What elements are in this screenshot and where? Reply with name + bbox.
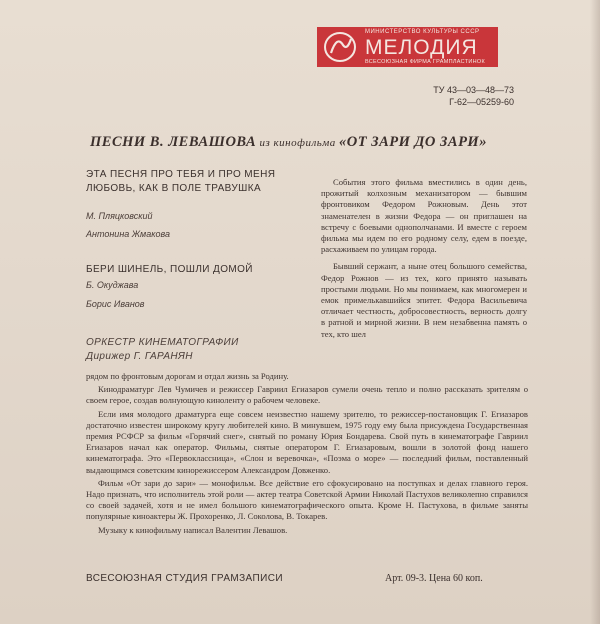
- headline-main: ПЕСНИ В. ЛЕВАШОВА: [90, 134, 257, 150]
- track-2: [86, 263, 311, 311]
- liner-paragraph-3: Кинодраматург Лев Чумичев и режиссер Гавриил Егиазаров сумели очень тепло и полно рассказать зрителям о своем герое, создав волнующую киноленту о рабочем человеке.: [86, 384, 528, 406]
- liner-paragraph-2-cont: рядом по фронтовым дорогам и отдал жизнь за Родину.: [86, 371, 289, 381]
- headline-from: из кинофильма: [256, 137, 340, 149]
- liner-paragraph-2: Бывший сержант, а ныне отец большого семейства, Федор Рожнов — из тех, кого принято называть простыми людьми. Но мы понимаем, как многомерен и емок примелькавшийся эпитет. Федора Васильевича отличает честность, добросовестность, верность долгу в ратной и мирной жизни. В нем незабвенна память о тех, кто шел: [321, 261, 527, 339]
- track-1-performer: Антонина Жмакова: [86, 229, 170, 239]
- track-2-author: Б. Окуджава: [86, 280, 139, 290]
- track-1-title-line1: ЭТА ПЕСНЯ ПРО ТЕБЯ И ПРО МЕНЯ: [86, 169, 276, 180]
- liner-paragraph-4: Если имя молодого драматурга еще совсем неизвестно нашему зрителю, то режиссер-постановщик Г. Егиазаров достаточно известен широкому кругу любителей кино. В минувшем, 1975 году ему была присуждена Государственная премия РСФСР за фильм «Горячий снег», снятый по роману Юрия Бондарева. Свой путь в кинематографе Гавриил Егиазаров начал как оператор. Фильмы, снятые оператором Г. Егиазаровым, вошли в золотой фонд нашего кинематографа. Это «Первоклассница», «Слон и веревочка», «Поэма о море» — последний фильм, поставленный выдающимся советским кинорежиссером Александром Довженко.: [86, 408, 528, 475]
- tech-spec-line2: Г-62—05259-60: [449, 97, 514, 107]
- catalog-price: Арт. 09-3. Цена 60 коп.: [385, 573, 483, 584]
- liner-notes-wide: [86, 371, 528, 538]
- liner-paragraph-1: События этого фильма вместились в один день, прожитый колхозным механизатором — бывшим фронтовиком Федором Рожновым. День этот знаменателен в жизни Федора — он приглашен на встречу с боевыми однополчанами. И вместе с героем фильма мы идем по его родному селу, едем в поезде, расхаживаем по улицам города.: [321, 177, 527, 255]
- headline-film: «ОТ ЗАРИ ДО ЗАРИ»: [339, 134, 487, 150]
- liner-paragraph-6: Музыку к кинофильму написал Валентин Левашов.: [98, 524, 288, 535]
- track-list: [86, 168, 311, 364]
- studio-name: ВСЕСОЮЗНАЯ СТУДИЯ ГРАМЗАПИСИ: [86, 573, 283, 584]
- album-headline: [90, 134, 530, 151]
- melodiya-logo: [317, 27, 498, 67]
- orchestra-name: ОРКЕСТР КИНЕМАТОГРАФИИ: [86, 337, 239, 348]
- track-2-performer: Борис Иванов: [86, 299, 145, 309]
- logo-name: МЕЛОДИЯ: [365, 36, 478, 59]
- logo-ministry: МИНИСТЕРСТВО КУЛЬТУРЫ СССР: [365, 29, 480, 35]
- liner-paragraph-5: Фильм «От зари до зари» — монофильм. Все действие его сфокусировано на поступках и делах главного героя. Надо признать, что исполнитель этой роли — актер театра Советской Армии Николай Пастухов великолепно справился со своей задачей, хотя и не имел большого кинематографического опыта. Кроме Н. Пастухова, в фильме заняты популярные киноактеры Ж. Прохоренко, Л. Соколова, В. Токарев.: [86, 477, 528, 522]
- track-2-title: БЕРИ ШИНЕЛЬ, ПОШЛИ ДОМОЙ: [86, 264, 253, 275]
- melodiya-emblem-icon: [323, 31, 357, 63]
- track-1-title-line2: ЛЮБОВЬ, КАК В ПОЛЕ ТРАВУШКА: [86, 183, 262, 194]
- tech-spec-line1: ТУ 43—03—48—73: [433, 85, 514, 95]
- logo-firm: ВСЕСОЮЗНАЯ ФИРМА ГРАМПЛАСТИНОК: [365, 59, 485, 65]
- track-1: [86, 168, 311, 241]
- conductor: Дирижер Г. ГАРАНЯН: [86, 351, 193, 362]
- sleeve-edge: [590, 0, 600, 624]
- track-1-author: М. Пляцковский: [86, 211, 153, 221]
- liner-notes-column: [321, 177, 527, 346]
